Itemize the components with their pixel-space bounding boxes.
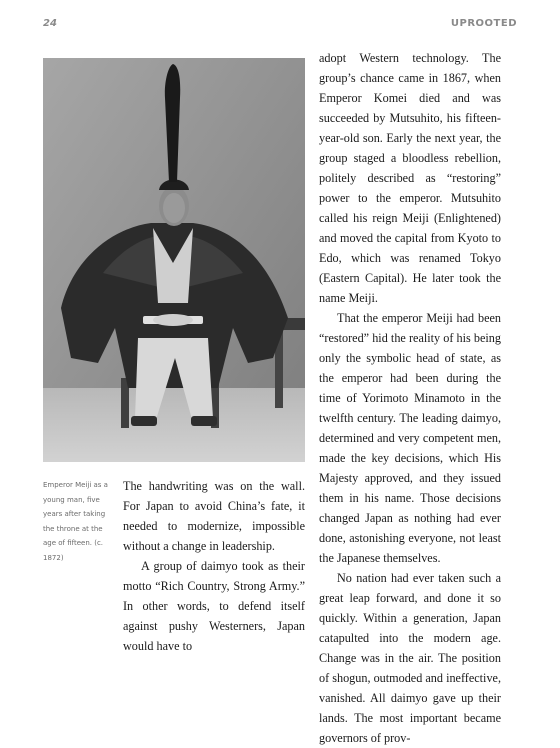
right-text-column bbox=[319, 48, 501, 748]
page-header bbox=[43, 18, 517, 34]
paragraph: No nation had ever taken such a great leap forward, and done it so quickly. Within a generation, Japan catapulted into the modern age. Change was in the air. The position of shogun, outmoded and ineffective, vanished. All daimyo gave up their lands. The most important became governors of prov- bbox=[319, 571, 501, 745]
paragraph: That the emperor Meiji had been “restored” hid the reality of his being only the symbolic head of state, as the emperor had been during the time of Yorimoto Minamoto in the twelfth century. The leading daimyo, determined and very competent men, made the key decisions, which His Majesty approved, and they issued them in his name. Those decisions changed Japan as nothing had ever done, astonishing everyone, not least the Japanese themselves. bbox=[319, 311, 501, 565]
emperor-meiji-photo bbox=[43, 58, 305, 462]
page-number: 24 bbox=[43, 18, 57, 29]
left-text-column bbox=[123, 476, 305, 656]
paragraph: The handwriting was on the wall. For Japan to avoid China’s fate, it needed to modernize, impossible without a change in leadership. bbox=[123, 479, 305, 553]
figure-caption: Emperor Meiji as a young man, five years after taking the throne at the age of fifteen. (c. 1872) bbox=[43, 481, 108, 562]
running-title: UPROOTED bbox=[450, 18, 517, 29]
paragraph: adopt Western technology. The group’s chance came in 1867, when Emperor Komei died and was succeeded by Mutsuhito, his fifteen-year-old son. Early the next year, the group staged a bloodless rebellion, politely described as “restoring” power to the emperor. Mutsuhito called his reign Meiji (Enlightened) and moved the capital from Kyoto to Edo, which was renamed Tokyo (Eastern Capital). He later took the name Meiji. bbox=[319, 51, 501, 305]
paragraph: A group of daimyo took as their motto “Rich Country, Strong Army.” In other words, to defend itself against pushy Westerners, Japan would have to bbox=[123, 559, 305, 653]
photo-illustration bbox=[43, 58, 305, 462]
